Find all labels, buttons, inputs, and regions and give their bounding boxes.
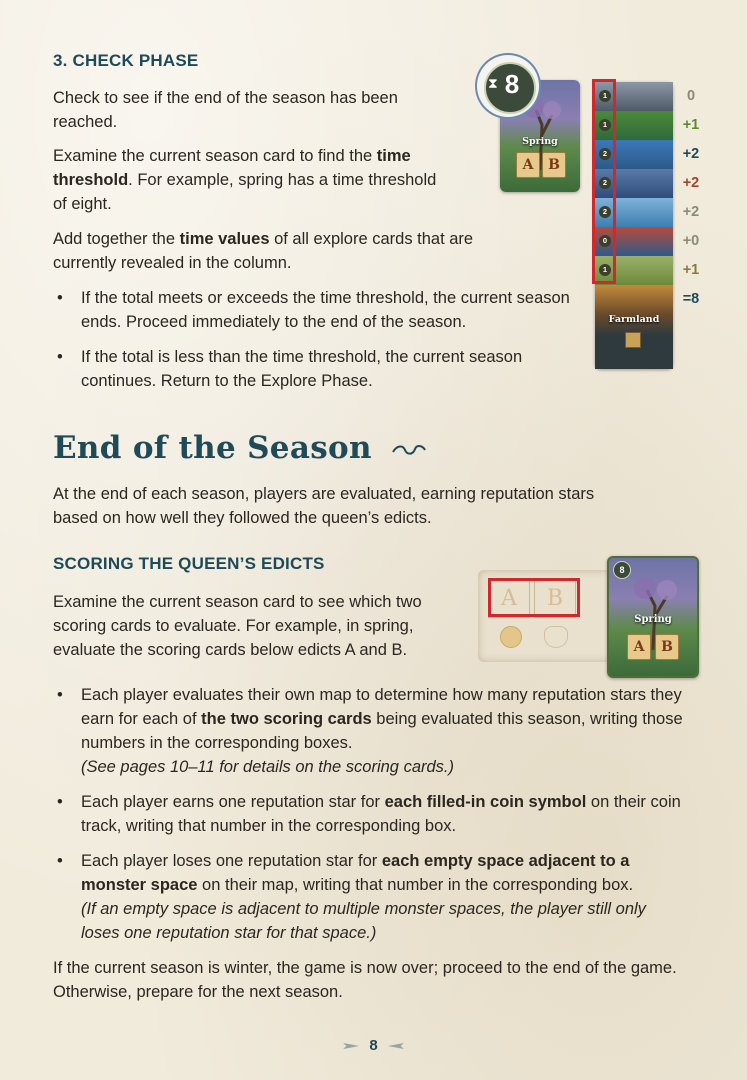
- footer-ornament-right: [388, 1043, 404, 1049]
- time-value: 0: [599, 235, 611, 247]
- time-value: 1: [599, 90, 611, 102]
- score-line: +2: [682, 146, 700, 162]
- score-total: =8: [682, 291, 700, 307]
- page-footer: [0, 1037, 747, 1054]
- edicts-bullet-2: • Each player earns one reputation star for each filled-in coin symbol on their coin track, writing that number in the corresponding box.: [57, 793, 681, 835]
- time-values-highlight: [592, 79, 616, 284]
- edicts-highlight: [488, 578, 580, 617]
- spring-card-label: Spring: [522, 136, 558, 147]
- season-badge: 8: [613, 561, 631, 579]
- time-value: 2: [599, 148, 611, 160]
- end-of-season-intro: At the end of each season, players are evaluated, earning reputation stars based on how well they followed the queen’s edicts.: [53, 485, 595, 527]
- score-line: +1: [682, 117, 700, 133]
- score-line: 0: [686, 88, 696, 104]
- time-value: 1: [599, 264, 611, 276]
- scoring-edicts-heading: SCORING THE QUEEN’S EDICTS: [53, 554, 325, 573]
- farmland-icon: [625, 332, 641, 348]
- check-phase-bullet-1: • If the total meets or exceeds the time threshold, the current season ends. Proceed immediately to the end of the season.: [57, 289, 570, 331]
- score-line: +1: [682, 262, 700, 278]
- score-sheet: [478, 570, 628, 662]
- edicts-bullet-1: • Each player evaluates their own map to determine how many reputation stars they earn for each of the two scoring cards being evaluated this season, writing those numbers in the corresponding boxes. (See pages 10–11 for details on the scoring cards.): [57, 686, 683, 776]
- time-value: 1: [599, 119, 611, 131]
- footer-ornament-left: [343, 1043, 359, 1049]
- spring-card-label-2: Spring: [634, 614, 672, 625]
- check-phase-p1: Check to see if the end of the season has been reached.: [53, 89, 398, 131]
- time-threshold-value: 8: [504, 69, 520, 99]
- edict-b-tile: B: [542, 152, 566, 178]
- score-line: +2: [682, 175, 700, 191]
- coin-icon: [500, 626, 522, 648]
- check-phase-p3: Add together the time values of all explore cards that are currently revealed in the column.: [53, 230, 474, 272]
- time-value: 2: [599, 177, 611, 189]
- spring-season-card-2: [607, 556, 699, 678]
- farmland-card-label: Farmland: [608, 314, 660, 325]
- edicts-bullet-3: • Each player loses one reputation star for each empty space adjacent to a monster space on their map, writing that number in the corresponding box. (If an empty space is adjacent to multiple monster spaces, the player still only loses one reputation star for that space.): [57, 852, 646, 942]
- check-phase-bullet-2: • If the total is less than the time threshold, the current season continues. Return to the Explore Phase.: [57, 348, 523, 390]
- page-number: 8: [369, 1037, 378, 1054]
- swirl-ornament-icon: [391, 443, 427, 457]
- edict-a-tile: A: [516, 152, 540, 178]
- monster-icon: [544, 626, 568, 648]
- score-line: +2: [682, 204, 700, 220]
- closing-paragraph: If the current season is winter, the game is now over; proceed to the end of the game. Otherwise, prepare for the next season.: [53, 959, 677, 1001]
- hourglass-icon: ⧗: [488, 75, 498, 91]
- explore-card-farmland: [595, 285, 673, 369]
- edict-a-tile-2: A: [627, 634, 651, 660]
- score-line: +0: [682, 233, 700, 249]
- end-of-season-title: End of the Season: [53, 430, 427, 466]
- check-phase-p2: Examine the current season card to find the time threshold. For example, spring has a time threshold of eight.: [53, 147, 437, 213]
- scoring-edicts-p1: Examine the current season card to see which two scoring cards to evaluate. For example, in spring, evaluate the scoring cards below edicts A and B.: [53, 593, 422, 659]
- time-value: 2: [599, 206, 611, 218]
- check-phase-heading: 3. CHECK PHASE: [53, 51, 199, 70]
- edict-b-tile-2: B: [655, 634, 679, 660]
- time-threshold-badge: [477, 55, 539, 117]
- edict-b-box: B: [534, 580, 576, 618]
- edict-a-box: A: [488, 580, 530, 618]
